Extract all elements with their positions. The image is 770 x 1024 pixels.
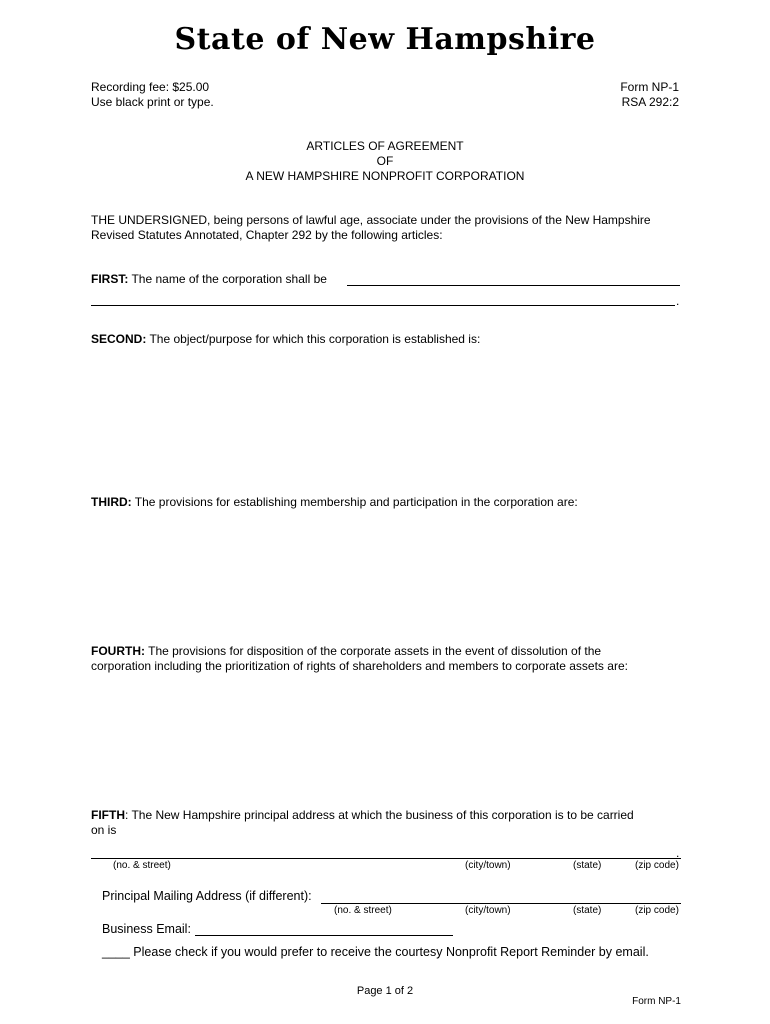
principal-city-caption: (city/town) (465, 860, 511, 871)
footer-form-id: Form NP-1 (632, 996, 681, 1007)
principal-street-caption: (no. & street) (113, 860, 171, 871)
article-first-label: FIRST: (91, 272, 129, 286)
first-end-mark: . (676, 294, 680, 308)
dissolution-area[interactable] (91, 680, 681, 800)
intro-line-1: THE UNDERSIGNED, being persons of lawful age, associate under the provisions of the New Hampshire (91, 213, 651, 227)
mailing-address-field[interactable] (321, 903, 681, 904)
article-fifth-label: FIFTH (91, 808, 125, 822)
article-fourth-label: FOURTH: (91, 644, 145, 658)
heading-line-2: OF (376, 154, 394, 168)
purpose-area[interactable] (91, 352, 681, 482)
intro-line-2: Revised Statutes Annotated, Chapter 292 by the following articles: (91, 228, 443, 242)
email-reminder-option (102, 945, 649, 959)
article-first-text: The name of the corporation shall be (131, 272, 327, 286)
fifth-end-mark: . (676, 846, 680, 860)
article-fourth-text-1: The provisions for disposition of the corporate assets in the event of dissolution of the (148, 644, 602, 658)
email-reminder-text: Please check if you would prefer to receive the courtesy Nonprofit Report Reminder by email. (133, 945, 649, 959)
article-second-text: The object/purpose for which this corporation is established is: (149, 332, 481, 346)
article-second (91, 332, 480, 347)
mailing-address-label: Principal Mailing Address (if different): (102, 889, 312, 903)
heading-line-3: A NEW HAMPSHIRE NONPROFIT CORPORATION (245, 169, 525, 183)
article-fifth-text-2: on is (91, 823, 117, 837)
email-reminder-check-blank[interactable]: ____ (102, 945, 130, 959)
business-email-field[interactable] (195, 935, 453, 936)
article-third-text: The provisions for establishing membership and participation in the corporation are: (134, 495, 578, 509)
ink-instruction: Use black print or type. (91, 95, 214, 109)
corporation-name-field-2[interactable] (91, 305, 675, 306)
form-id: Form NP-1 (620, 80, 679, 94)
article-fifth-text-1: : The New Hampshire principal address at which the business of this corporation is to be carried (125, 808, 634, 822)
heading-line-1: ARTICLES OF AGREEMENT (306, 139, 464, 153)
article-first (91, 272, 327, 287)
article-fourth (91, 644, 601, 659)
mailing-city-caption: (city/town) (465, 905, 511, 916)
principal-zip-caption: (zip code) (635, 860, 679, 871)
mailing-street-caption: (no. & street) (334, 905, 392, 916)
statute-ref: RSA 292:2 (621, 95, 679, 109)
article-fourth-text-2: corporation including the prioritization of rights of shareholders and members to corporate assets are: (91, 659, 628, 673)
recording-fee: Recording fee: $25.00 (91, 80, 210, 94)
article-third (91, 495, 578, 510)
article-third-label: THIRD: (91, 495, 132, 509)
business-email-label: Business Email: (102, 922, 191, 936)
article-fifth (91, 808, 634, 823)
document-title: State of New Hampshire (174, 22, 596, 57)
principal-address-field[interactable] (91, 858, 681, 859)
article-second-label: SECOND: (91, 332, 147, 346)
page-number: Page 1 of 2 (356, 985, 414, 997)
principal-state-caption: (state) (573, 860, 602, 871)
membership-area[interactable] (91, 515, 681, 635)
corporation-name-field-1[interactable] (347, 285, 680, 286)
mailing-state-caption: (state) (573, 905, 602, 916)
mailing-zip-caption: (zip code) (635, 905, 679, 916)
